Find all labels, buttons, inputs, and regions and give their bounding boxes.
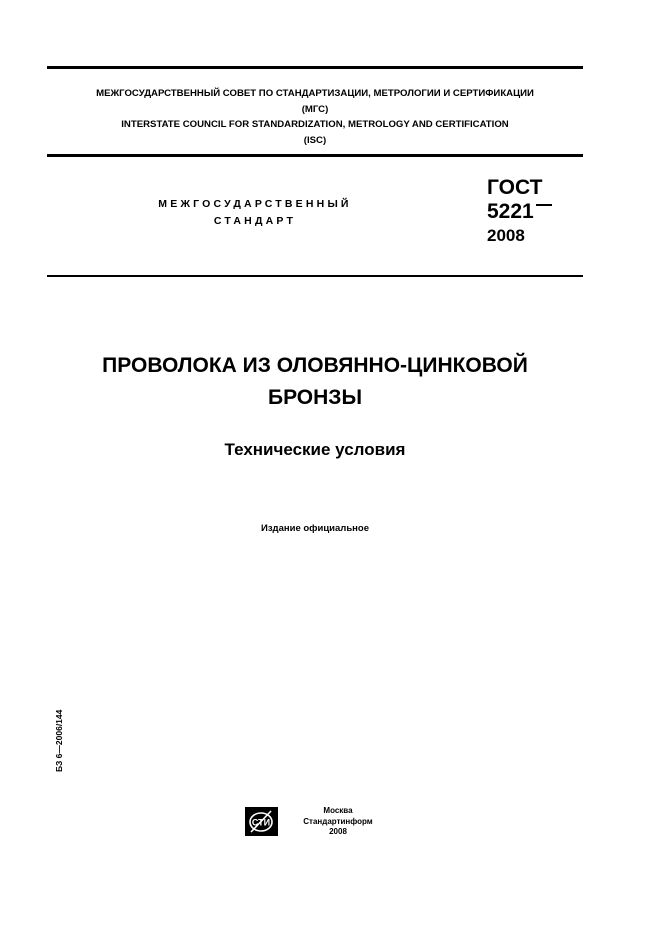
gost-dash (536, 204, 552, 206)
svg-text:СТИ: СТИ (251, 817, 271, 828)
publisher-name: Стандартинформ (303, 816, 373, 826)
standard-kind-line1: МЕЖГОСУДАРСТВЕННЫЙ (158, 198, 352, 210)
council-header (47, 86, 583, 148)
standard-kind-line2: СТАНДАРТ (213, 215, 297, 227)
top-rule (47, 66, 583, 69)
publisher-imprint (293, 806, 383, 838)
middle-rule (47, 154, 583, 157)
standard-kind (100, 196, 410, 230)
edition-note: Издание официальное (261, 523, 369, 534)
publisher-city: Москва (323, 806, 353, 815)
gost-label: ГОСТ (487, 176, 543, 199)
council-abbr-en: (ISC) (303, 134, 327, 146)
council-name-ru: МЕЖГОСУДАРСТВЕННЫЙ СОВЕТ ПО СТАНДАРТИЗАЦИИ, МЕТРОЛОГИИ И СЕРТИФИКАЦИИ (96, 88, 534, 99)
publisher-logo-icon (245, 807, 278, 836)
title-line2: БРОНЗЫ (267, 386, 363, 409)
gost-number: 5221 (487, 200, 534, 223)
side-code: БЗ 6—2006/144 (54, 709, 64, 772)
title-line1: ПРОВОЛОКА ИЗ ОЛОВЯННО-ЦИНКОВОЙ (102, 354, 528, 377)
gost-designation (487, 176, 552, 248)
council-name-en: INTERSTATE COUNCIL FOR STANDARDIZATION, METROLOGY AND CERTIFICATION (121, 119, 509, 131)
gost-year: 2008 (487, 226, 525, 245)
gost-number-row (487, 200, 552, 224)
document-subtitle: Технические условия (224, 440, 406, 459)
bottom-rule (47, 275, 583, 277)
document-title (60, 350, 570, 414)
council-abbr-ru: (МГС) (301, 103, 329, 115)
publisher-year: 2008 (329, 827, 347, 836)
